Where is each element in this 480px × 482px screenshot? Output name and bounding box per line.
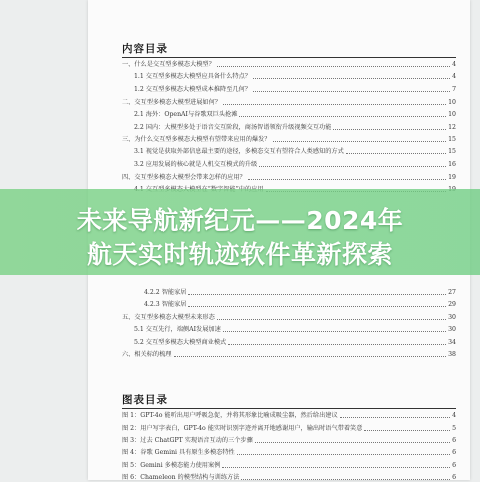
toc-entry[interactable]	[88, 146, 456, 156]
dot-leader	[239, 115, 446, 117]
entry-page-number: 15	[448, 136, 456, 143]
dot-leader	[223, 103, 446, 105]
toc-entry[interactable]	[88, 71, 456, 81]
dot-leader	[222, 466, 450, 468]
entry-label: 1.1 交互型多模态大模型应具备什么特点？	[134, 73, 251, 80]
entry-page-number: 29	[448, 301, 456, 308]
dot-leader	[333, 128, 446, 130]
toc-entry[interactable]	[88, 324, 456, 334]
figures-title: 图表目录	[122, 394, 168, 406]
dot-leader	[259, 165, 446, 167]
toc-entry[interactable]	[88, 122, 456, 132]
toc-divider	[122, 57, 456, 58]
entry-label: 4.2.2 智能家居	[144, 289, 187, 296]
entry-label: 4.2.3 智能家居	[144, 301, 187, 308]
toc-entry[interactable]	[88, 159, 456, 169]
toc-entry[interactable]	[88, 447, 456, 457]
dot-leader	[255, 441, 450, 443]
entry-label: 5.1 交互先行，端侧AI发展加速	[134, 326, 221, 333]
toc-entry[interactable]	[88, 172, 456, 182]
entry-label: 四、交互型多模态大模型会带来怎样的应用？	[122, 174, 246, 181]
dot-leader	[364, 429, 450, 431]
dot-leader	[253, 90, 450, 92]
entry-label: 3.1 视觉是获取外部信息最主要的途径，多模态交互有望符合人类感知的方式	[134, 148, 344, 155]
entry-label: 图 5：Gemini 多模态能力使用案例	[122, 462, 221, 469]
entry-page-number: 16	[448, 161, 456, 168]
banner-title-line-1: 未来导航新纪元——2024年	[76, 206, 404, 235]
banner-title-line-2: 航天实时轨迹软件革新探索	[86, 240, 393, 269]
title-banner	[0, 189, 480, 275]
dot-leader	[217, 318, 446, 320]
dot-leader	[188, 293, 446, 295]
entry-page-number: 34	[448, 339, 456, 346]
entry-label: 1.2 交互型多模态大模型成本推降至几何？	[134, 86, 251, 93]
toc-entry[interactable]	[88, 435, 456, 445]
entry-label: 图 4：谷歌 Gemini 具有原生多模态特性	[122, 449, 235, 456]
entry-label: 5.2 交互型多模态大模型商业模式	[134, 339, 227, 346]
entry-page-number: 4	[452, 61, 456, 68]
dot-leader	[273, 140, 447, 142]
entry-label: 五、交互型多模态大模型未来形态	[122, 314, 215, 321]
entry-label: 2.1 海外：OpenAI与谷歌双巨头抢滩	[134, 111, 238, 118]
toc-entry[interactable]	[88, 312, 456, 322]
dot-leader	[253, 77, 450, 79]
dot-leader	[237, 453, 450, 455]
toc-entry[interactable]	[88, 287, 456, 297]
entry-label: 图 3：过去 ChatGPT 实现语音互动的三个步骤	[122, 437, 253, 444]
entry-page-number: 4	[452, 73, 456, 80]
entry-label: 二、交互型多模态大模型进展如何？	[122, 99, 221, 106]
entry-page-number: 19	[448, 174, 456, 181]
figures-divider	[122, 408, 456, 409]
entry-label: 3.2 应用发展的核心就是人机交互模式的升级	[134, 161, 258, 168]
dot-leader	[228, 343, 446, 345]
toc-entry[interactable]	[88, 84, 456, 94]
entry-page-number: 27	[448, 289, 456, 296]
toc-entry[interactable]	[88, 337, 456, 347]
toc-entry[interactable]	[88, 410, 456, 420]
dot-leader	[223, 330, 446, 332]
entry-page-number: 5	[452, 425, 456, 432]
dot-leader	[248, 178, 446, 180]
toc-entry[interactable]	[88, 97, 456, 107]
entry-label: 一、什么是交互型多模态大模型？	[122, 61, 215, 68]
entry-label: 图 2：用户写字表白，GPT-4o 能实时识别字迹并离开地感谢用户，输出时语气带着笑意	[122, 425, 363, 432]
entry-page-number: 30	[448, 314, 456, 321]
toc-entry[interactable]	[88, 299, 456, 309]
entry-label: 2.2 国内：大模型多处于语音交互阶段，商汤智谱领衔升级视频交互功能	[134, 124, 332, 131]
toc-entry[interactable]	[88, 59, 456, 69]
dot-leader	[346, 152, 446, 154]
entry-label: 图 6：Chameleon 的模型结构与训练方法	[122, 474, 240, 481]
toc-entry[interactable]	[88, 472, 456, 482]
entry-page-number: 38	[448, 351, 456, 358]
entry-page-number: 10	[448, 99, 456, 106]
toc-entry[interactable]	[88, 460, 456, 470]
dot-leader	[340, 416, 450, 418]
entry-page-number: 7	[452, 86, 456, 93]
entry-label: 图 1：GPT-4o 能听出用户呼吸急促，并将其形象比喻成吸尘器，然后给出建议	[122, 412, 338, 419]
entry-page-number: 6	[452, 462, 456, 469]
entry-page-number: 6	[452, 437, 456, 444]
entry-page-number: 6	[452, 474, 456, 481]
entry-page-number: 6	[452, 449, 456, 456]
entry-page-number: 30	[448, 326, 456, 333]
toc-entry[interactable]	[88, 134, 456, 144]
entry-page-number: 10	[448, 111, 456, 118]
toc-entry[interactable]	[88, 109, 456, 119]
toc-entry[interactable]	[88, 349, 456, 359]
entry-label: 六、相关标的梳理	[122, 351, 172, 358]
entry-page-number: 15	[448, 148, 456, 155]
toc-title: 内容目录	[122, 43, 168, 55]
entry-label: 三、为什么交互型多模态大模型有望带来应用的爆发？	[122, 136, 271, 143]
dot-leader	[188, 305, 446, 307]
entry-page-number: 4	[452, 412, 456, 419]
dot-leader	[217, 65, 450, 67]
toc-entry[interactable]	[88, 423, 456, 433]
entry-page-number: 12	[448, 124, 456, 131]
dot-leader	[174, 355, 447, 357]
